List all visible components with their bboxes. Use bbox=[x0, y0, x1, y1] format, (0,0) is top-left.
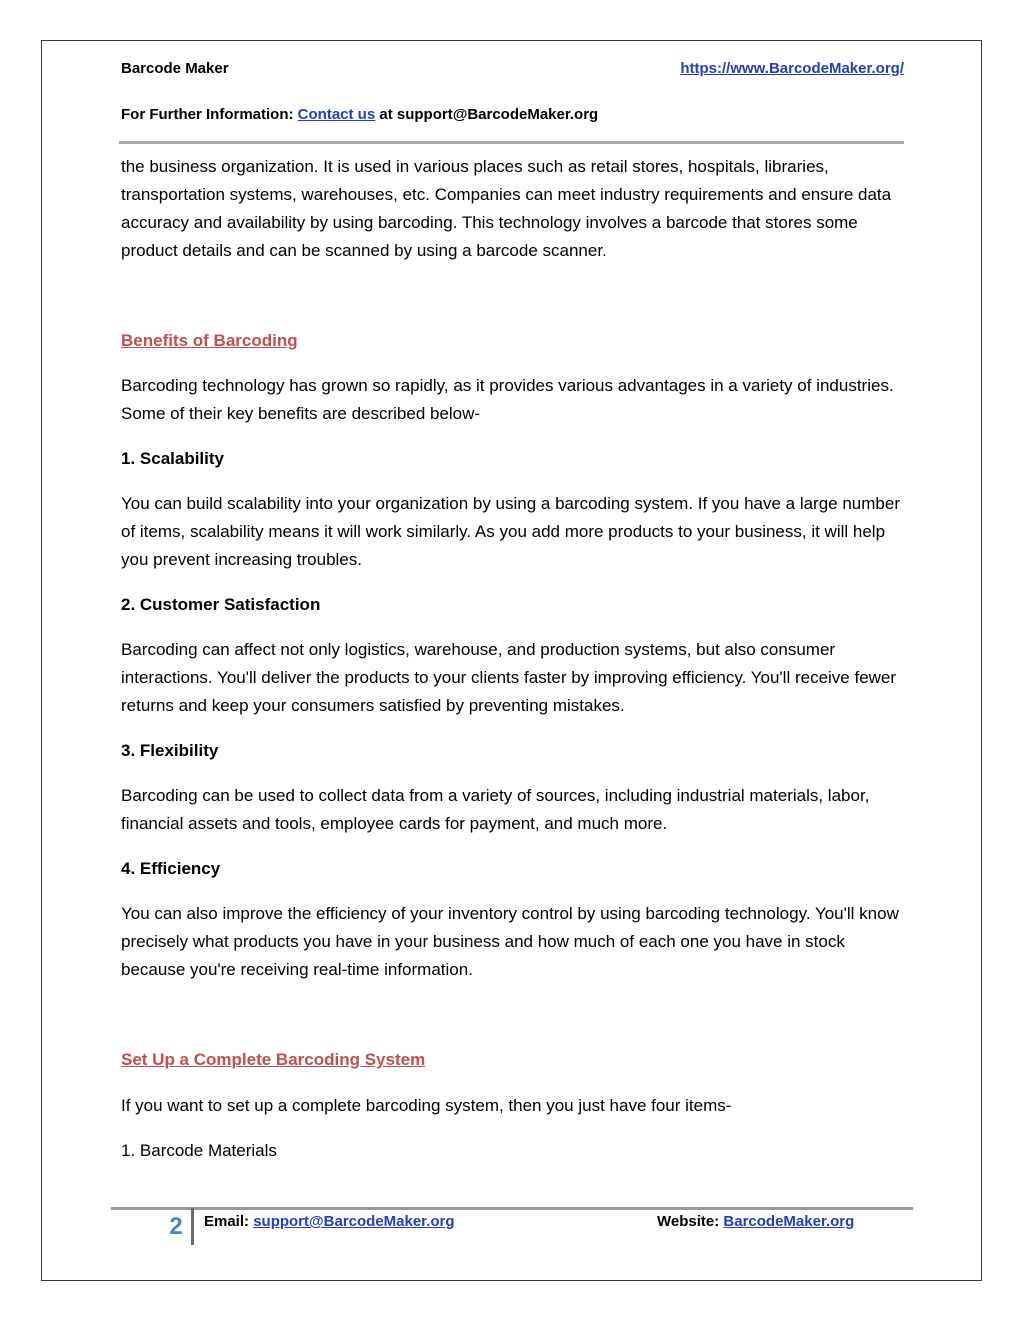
email-link[interactable]: support@BarcodeMaker.org bbox=[253, 1213, 455, 1230]
website-link[interactable]: BarcodeMaker.org bbox=[723, 1213, 855, 1230]
site-name: Barcode Maker bbox=[121, 60, 229, 77]
customer-satisfaction-heading: 2. Customer Satisfaction bbox=[121, 595, 321, 614]
info-suffix: at support@BarcodeMaker.org bbox=[379, 106, 599, 123]
scalability-paragraph: You can build scalability into your organization by using a barcoding system. If you have a large number of items, scalability means it will work similarly. As you add more products to your business, it will help you prevent increasing troubles. bbox=[121, 494, 900, 569]
flexibility-paragraph: Barcoding can be used to collect data from a variety of sources, including industrial materials, labor, financial assets and tools, employee cards for payment, and much more. bbox=[121, 786, 870, 833]
footer-page-separator bbox=[191, 1208, 194, 1245]
benefits-heading: Benefits of Barcoding bbox=[121, 331, 298, 350]
footer-divider bbox=[111, 1207, 913, 1210]
efficiency-heading: 4. Efficiency bbox=[121, 859, 221, 878]
scalability-heading: 1. Scalability bbox=[121, 449, 224, 468]
email-label: Email: bbox=[204, 1213, 250, 1230]
setup-intro-paragraph: If you want to set up a complete barcoding system, then you just have four items- bbox=[121, 1096, 732, 1115]
page-header bbox=[121, 60, 904, 77]
efficiency-paragraph: You can also improve the efficiency of your inventory control by using barcoding technology. You'll know precisely what products you have in your business and how much of each one you have in stock because you're receiving real-time information. bbox=[121, 904, 899, 979]
setup-list-item: 1. Barcode Materials bbox=[121, 1141, 277, 1160]
intro-paragraph: the business organization. It is used in various places such as retail stores, hospitals, libraries, transportation systems, warehouses, etc. Companies can meet industry requirements and ensure data accuracy and availability by using barcoding. This technology involves a barcode that stores some product details and can be scanned by using a barcode scanner. bbox=[121, 157, 892, 260]
contact-us-link[interactable]: Contact us bbox=[297, 106, 376, 123]
website-label: Website: bbox=[657, 1213, 720, 1230]
site-url-link[interactable]: https://www.BarcodeMaker.org/ bbox=[680, 60, 904, 77]
page-number: 2 bbox=[169, 1213, 183, 1240]
info-prefix: For Further Information: bbox=[121, 106, 294, 123]
header-divider bbox=[119, 141, 904, 144]
benefits-intro-paragraph: Barcoding technology has grown so rapidly, as it provides various advantages in a variety of industries. Some of their key benefits are described below- bbox=[121, 376, 894, 423]
header-contact-line bbox=[121, 106, 598, 123]
footer-email bbox=[204, 1213, 455, 1230]
footer-website bbox=[657, 1213, 854, 1230]
setup-heading: Set Up a Complete Barcoding System bbox=[121, 1050, 426, 1069]
customer-satisfaction-paragraph: Barcoding can affect not only logistics, warehouse, and production systems, but also consumer interactions. You'll deliver the products to your clients faster by improving efficiency. You'll receive fewer returns and keep your consumers satisfied by preventing mistakes. bbox=[121, 640, 897, 715]
flexibility-heading: 3. Flexibility bbox=[121, 741, 219, 760]
